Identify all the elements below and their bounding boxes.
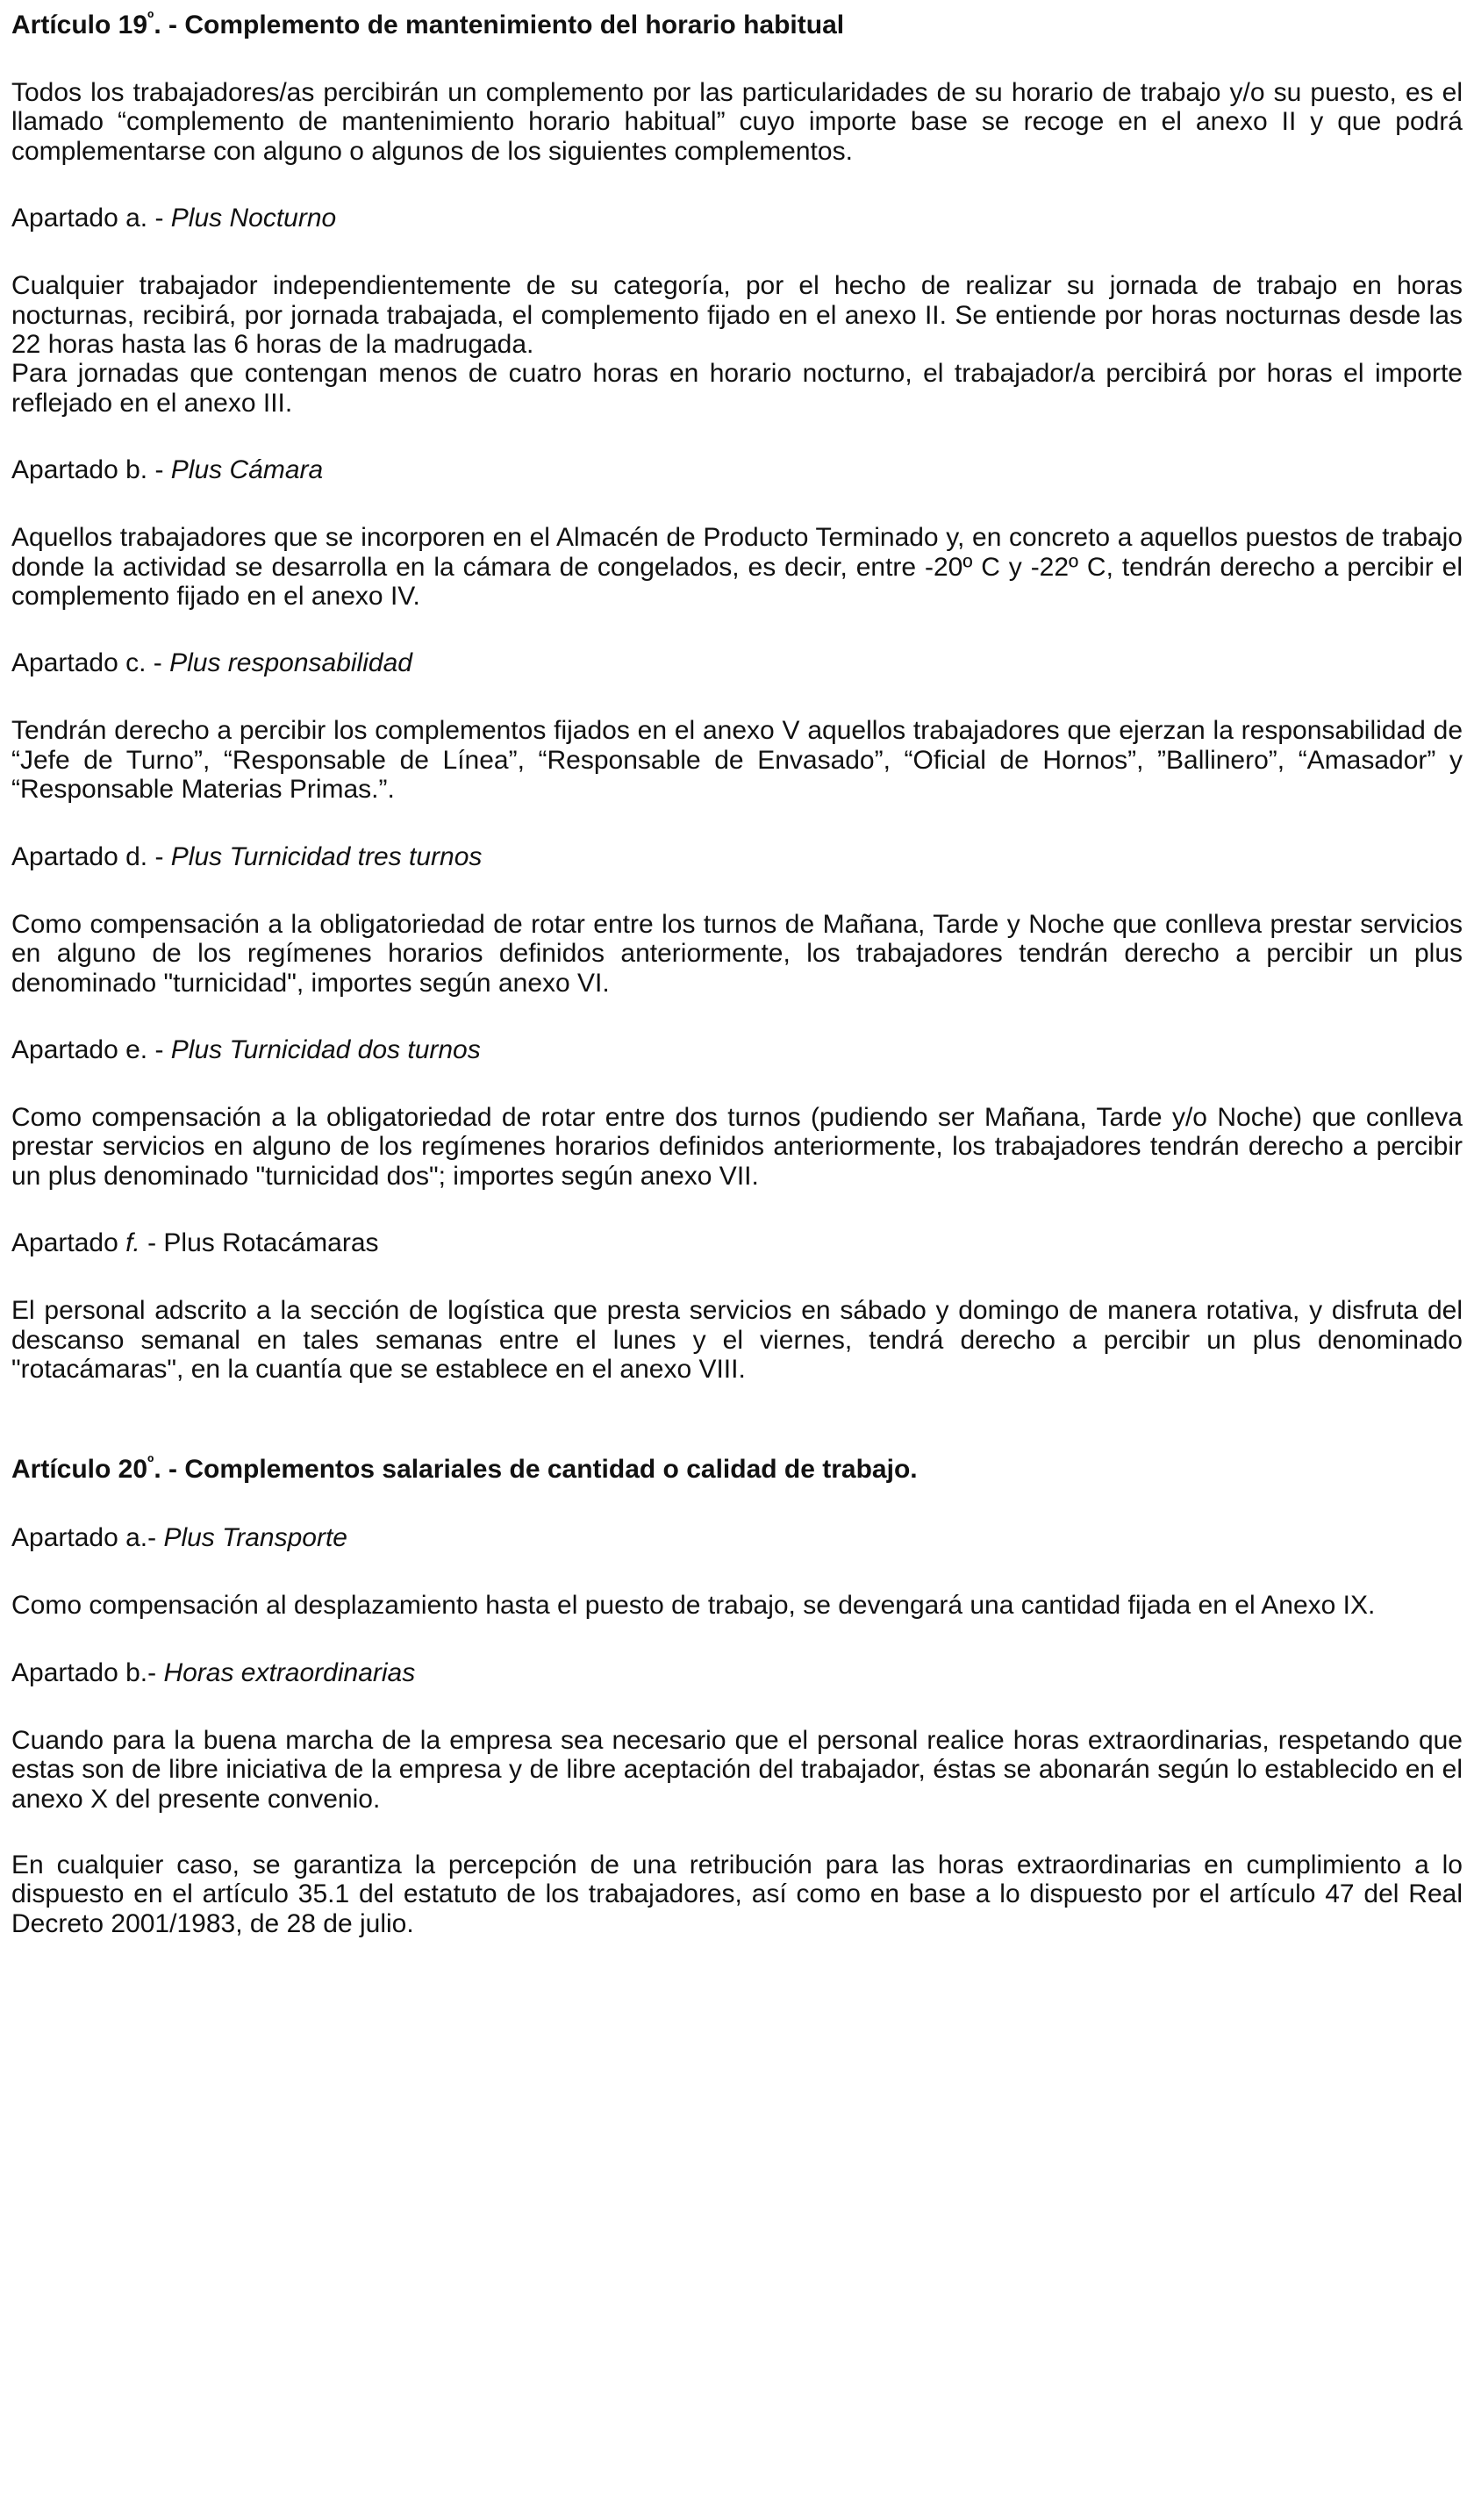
section-b-heading: Apartado b. - Plus Cámara (11, 455, 324, 485)
section-a-paragraph-2: Para jornadas que contengan menos de cuatro horas en horario nocturno, el trabajador/a percibirá por horas el importe reflejado en el anexo III. (11, 359, 1463, 418)
article-19-title: Artículo $19^º$. - Complemento de mantenimiento del horario habitual (11, 9, 845, 39)
section-e-heading: Apartado e. - Plus Turnicidad dos turnos (11, 1034, 481, 1064)
section-e-paragraph: Como compensación a la obligatoriedad de rotar entre dos turnos (pudiendo ser Mañana, Tarde y/o Noche) que conlleva prestar servicios en alguno de los regímenes horarios definidos anteriormente, los trabajadores tendrán derecho a percibir un plus denominado "turnicidad dos"; importes según anexo VII. (11, 1102, 1463, 1191)
section-c-paragraph: Tendrán derecho a percibir los complementos fijados en el anexo V aquellos trabajadores que ejerzan la responsabilidad de “Jefe de Turno”, “Responsable de Línea”, “Responsable de Envasado”, “Oficial de Hornos”, ”Ballinero”, “Amasador” y “Responsable Materias Primas.”. (11, 716, 1463, 805)
section-d-heading: Apartado d. - Plus Turnicidad tres turnos (11, 841, 483, 871)
art20-section-a-paragraph: Como compensación al desplazamiento hasta el puesto de trabajo, se devengará una cantidad fijada en el Anexo IX. (11, 1591, 1376, 1621)
article-20-title: Artículo $20^º$. - Complementos salariales de cantidad o calidad de trabajo. (11, 1453, 918, 1485)
section-d-paragraph: Como compensación a la obligatoriedad de rotar entre los turnos de Mañana, Tarde y Noche que conlleva prestar servicios en alguno de los regímenes horarios definidos anteriormente, los trabajadores tendrán derecho a percibir un plus denominado "turnicidad", importes según anexo VI. (11, 909, 1463, 998)
article-20 (11, 1454, 1463, 1938)
art20-section-a-heading: Apartado a.- Plus Transporte (11, 1523, 347, 1553)
article-19 (11, 0, 1463, 1384)
section-f-heading: Apartado f. - Plus Rotacámaras (11, 1228, 379, 1258)
article-19-intro: Todos los trabajadores/as percibirán un complemento por las particularidades de su horario de trabajo y/o su puesto, es el llamado “complemento de mantenimiento horario habitual” cuyo importe base se recoge en el anexo II y que podrá complementarse con alguno o algunos de los siguientes complementos. (11, 78, 1463, 166)
art20-section-b-paragraph-1: Cuando para la buena marcha de la empresa sea necesario que el personal realice horas extraordinarias, respetando que estas son de libre iniciativa de la empresa y de libre aceptación del trabajador, éstas se abonarán según lo establecido en el anexo X del presente convenio. (11, 1725, 1463, 1814)
section-b-paragraph: Aquellos trabajadores que se incorporen en el Almacén de Producto Terminado y, en concreto a aquellos puestos de trabajo donde la actividad se desarrolla en la cámara de congelados, es decir, entre -20º C y -22º C, tendrán derecho a percibir el complemento fijado en el anexo IV. (11, 523, 1463, 612)
document-page (11, 0, 1463, 1938)
section-c-heading: Apartado c. - Plus responsabilidad (11, 648, 412, 678)
art20-section-b-heading: Apartado b.- Horas extraordinarias (11, 1657, 416, 1687)
section-a-heading: Apartado a. - Plus Nocturno (11, 204, 337, 233)
art20-section-b-paragraph-2: En cualquier caso, se garantiza la percepción de una retribución para las horas extraordinarias en cumplimiento a lo dispuesto en el artículo 35.1 del estatuto de los trabajadores, así como en base a lo dispuesto por el artículo 47 del Real Decreto 2001/1983, de 28 de julio. (11, 1850, 1463, 1938)
section-f-paragraph: El personal adscrito a la sección de logística que presta servicios en sábado y domingo de manera rotativa, y disfruta del descanso semanal en tales semanas entre el lunes y el viernes, tendrá derecho a percibir un plus denominado "rotacámaras", en la cuantía que se establece en el anexo VIII. (11, 1296, 1463, 1384)
section-a-paragraph-1: Cualquier trabajador independientemente de su categoría, por el hecho de realizar su jornada de trabajo en horas nocturnas, recibirá, por jornada trabajada, el complemento fijado en el anexo II. Se entiende por horas nocturnas desde las 22 horas hasta las 6 horas de la madrugada. (11, 271, 1463, 360)
